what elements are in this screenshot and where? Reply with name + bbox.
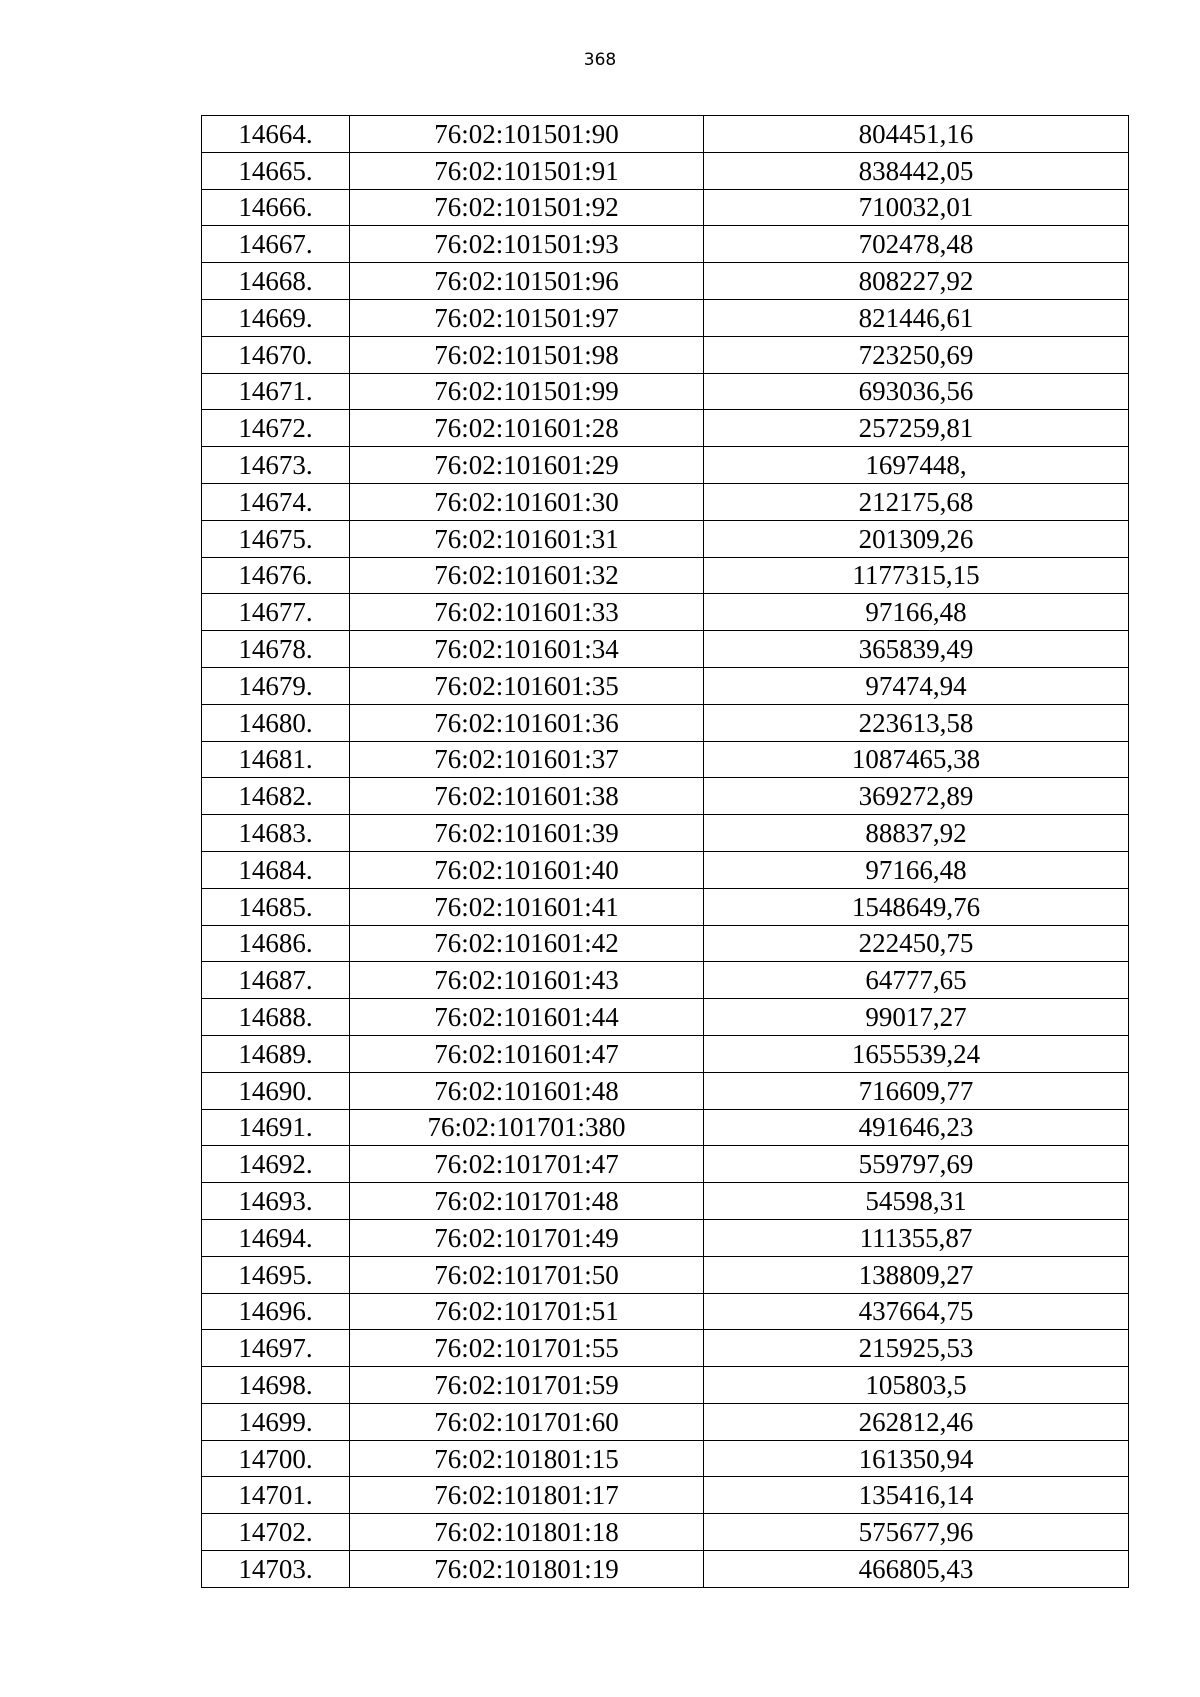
table-row (202, 1403, 1129, 1440)
cadastral-value-cell: 716609,77 (704, 1072, 1129, 1109)
cadastral-number-cell: 76:02:101601:38 (350, 778, 704, 815)
cadastral-number-cell: 76:02:101801:17 (350, 1477, 704, 1514)
cadastral-value-cell: 161350,94 (704, 1440, 1129, 1477)
cadastral-value-cell: 88837,92 (704, 815, 1129, 852)
cadastral-value-cell: 723250,69 (704, 336, 1129, 373)
row-number-cell: 14695. (202, 1256, 350, 1293)
row-number-cell: 14696. (202, 1293, 350, 1330)
cadastral-value-cell: 1177315,15 (704, 557, 1129, 594)
cadastral-value-cell: 1087465,38 (704, 741, 1129, 778)
row-number-cell: 14684. (202, 851, 350, 888)
cadastral-number-cell: 76:02:101701:47 (350, 1146, 704, 1183)
row-number-cell: 14679. (202, 667, 350, 704)
cadastral-value-cell: 491646,23 (704, 1109, 1129, 1146)
cadastral-value-cell: 710032,01 (704, 189, 1129, 226)
cadastral-number-cell: 76:02:101601:39 (350, 815, 704, 852)
row-number-cell: 14681. (202, 741, 350, 778)
cadastral-number-cell: 76:02:101501:92 (350, 189, 704, 226)
cadastral-number-cell: 76:02:101601:34 (350, 631, 704, 668)
table-row (202, 336, 1129, 373)
cadastral-number-cell: 76:02:101601:29 (350, 447, 704, 484)
row-number-cell: 14677. (202, 594, 350, 631)
cadastral-number-cell: 76:02:101501:93 (350, 226, 704, 263)
row-number-cell: 14668. (202, 263, 350, 300)
table-row (202, 1440, 1129, 1477)
table-row (202, 1477, 1129, 1514)
cadastral-number-cell: 76:02:101701:59 (350, 1367, 704, 1404)
row-number-cell: 14683. (202, 815, 350, 852)
table-row (202, 1551, 1129, 1588)
row-number-cell: 14698. (202, 1367, 350, 1404)
cadastral-number-cell: 76:02:101601:33 (350, 594, 704, 631)
cadastral-number-cell: 76:02:101601:35 (350, 667, 704, 704)
cadastral-number-cell: 76:02:101601:47 (350, 1035, 704, 1072)
table-row (202, 962, 1129, 999)
row-number-cell: 14675. (202, 520, 350, 557)
row-number-cell: 14694. (202, 1219, 350, 1256)
table-row (202, 299, 1129, 336)
table-row (202, 1035, 1129, 1072)
cadastral-value-cell: 821446,61 (704, 299, 1129, 336)
cadastral-value-cell: 262812,46 (704, 1403, 1129, 1440)
row-number-cell: 14685. (202, 888, 350, 925)
row-number-cell: 14664. (202, 116, 350, 153)
row-number-cell: 14682. (202, 778, 350, 815)
cadastral-value-cell: 97166,48 (704, 851, 1129, 888)
cadastral-number-cell: 76:02:101601:42 (350, 925, 704, 962)
cadastral-value-cell: 257259,81 (704, 410, 1129, 447)
cadastral-number-cell: 76:02:101701:49 (350, 1219, 704, 1256)
cadastral-number-cell: 76:02:101601:43 (350, 962, 704, 999)
cadastral-value-cell: 135416,14 (704, 1477, 1129, 1514)
table-row (202, 704, 1129, 741)
table-row (202, 925, 1129, 962)
cadastral-value-cell: 369272,89 (704, 778, 1129, 815)
row-number-cell: 14692. (202, 1146, 350, 1183)
row-number-cell: 14672. (202, 410, 350, 447)
table-row (202, 815, 1129, 852)
cadastral-number-cell: 76:02:101601:37 (350, 741, 704, 778)
table-row (202, 741, 1129, 778)
table-row (202, 1183, 1129, 1220)
cadastral-number-cell: 76:02:101701:48 (350, 1183, 704, 1220)
cadastral-value-cell: 1655539,24 (704, 1035, 1129, 1072)
row-number-cell: 14676. (202, 557, 350, 594)
cadastral-value-cell: 138809,27 (704, 1256, 1129, 1293)
cadastral-value-cell: 64777,65 (704, 962, 1129, 999)
cadastral-number-cell: 76:02:101601:48 (350, 1072, 704, 1109)
row-number-cell: 14667. (202, 226, 350, 263)
cadastral-number-cell: 76:02:101801:15 (350, 1440, 704, 1477)
cadastral-value-cell: 97474,94 (704, 667, 1129, 704)
row-number-cell: 14666. (202, 189, 350, 226)
cadastral-value-cell: 575677,96 (704, 1514, 1129, 1551)
table-row (202, 263, 1129, 300)
row-number-cell: 14688. (202, 999, 350, 1036)
page-number: 368 (583, 50, 617, 70)
table-row (202, 1293, 1129, 1330)
row-number-cell: 14680. (202, 704, 350, 741)
cadastral-number-cell: 76:02:101501:99 (350, 373, 704, 410)
table-row (202, 1219, 1129, 1256)
cadastral-number-cell: 76:02:101601:36 (350, 704, 704, 741)
row-number-cell: 14700. (202, 1440, 350, 1477)
cadastral-number-cell: 76:02:101601:31 (350, 520, 704, 557)
table-row (202, 373, 1129, 410)
table-row (202, 1256, 1129, 1293)
cadastral-value-cell: 466805,43 (704, 1551, 1129, 1588)
cadastral-number-cell: 76:02:101501:97 (350, 299, 704, 336)
table-row (202, 1109, 1129, 1146)
cadastral-value-table (201, 115, 1129, 1588)
cadastral-value-cell: 1697448, (704, 447, 1129, 484)
table-row (202, 410, 1129, 447)
table-row (202, 447, 1129, 484)
cadastral-number-cell: 76:02:101501:90 (350, 116, 704, 153)
table-row (202, 116, 1129, 153)
table-row (202, 520, 1129, 557)
table-row (202, 1146, 1129, 1183)
table-row (202, 152, 1129, 189)
cadastral-number-cell: 76:02:101601:44 (350, 999, 704, 1036)
cadastral-value-cell: 212175,68 (704, 483, 1129, 520)
cadastral-value-cell: 99017,27 (704, 999, 1129, 1036)
cadastral-value-cell: 215925,53 (704, 1330, 1129, 1367)
cadastral-value-cell: 702478,48 (704, 226, 1129, 263)
table-row (202, 778, 1129, 815)
cadastral-number-cell: 76:02:101601:30 (350, 483, 704, 520)
cadastral-number-cell: 76:02:101501:91 (350, 152, 704, 189)
cadastral-number-cell: 76:02:101701:50 (350, 1256, 704, 1293)
row-number-cell: 14671. (202, 373, 350, 410)
cadastral-value-cell: 804451,16 (704, 116, 1129, 153)
table-row (202, 667, 1129, 704)
cadastral-value-cell: 365839,49 (704, 631, 1129, 668)
row-number-cell: 14665. (202, 152, 350, 189)
cadastral-number-cell: 76:02:101601:40 (350, 851, 704, 888)
cadastral-value-cell: 54598,31 (704, 1183, 1129, 1220)
cadastral-value-cell: 223613,58 (704, 704, 1129, 741)
table-row (202, 189, 1129, 226)
cadastral-number-cell: 76:02:101601:41 (350, 888, 704, 925)
row-number-cell: 14691. (202, 1109, 350, 1146)
cadastral-value-cell: 97166,48 (704, 594, 1129, 631)
cadastral-number-cell: 76:02:101601:32 (350, 557, 704, 594)
row-number-cell: 14678. (202, 631, 350, 668)
row-number-cell: 14669. (202, 299, 350, 336)
table-row (202, 557, 1129, 594)
row-number-cell: 14697. (202, 1330, 350, 1367)
table-row (202, 888, 1129, 925)
row-number-cell: 14689. (202, 1035, 350, 1072)
table-row (202, 1514, 1129, 1551)
cadastral-value-cell: 105803,5 (704, 1367, 1129, 1404)
row-number-cell: 14674. (202, 483, 350, 520)
row-number-cell: 14702. (202, 1514, 350, 1551)
table-row (202, 851, 1129, 888)
cadastral-number-cell: 76:02:101501:98 (350, 336, 704, 373)
cadastral-number-cell: 76:02:101801:19 (350, 1551, 704, 1588)
table-row (202, 483, 1129, 520)
row-number-cell: 14670. (202, 336, 350, 373)
cadastral-value-cell: 201309,26 (704, 520, 1129, 557)
table-row (202, 594, 1129, 631)
cadastral-value-cell: 1548649,76 (704, 888, 1129, 925)
row-number-cell: 14701. (202, 1477, 350, 1514)
cadastral-value-cell: 222450,75 (704, 925, 1129, 962)
cadastral-number-cell: 76:02:101501:96 (350, 263, 704, 300)
table-row (202, 631, 1129, 668)
cadastral-number-cell: 76:02:101801:18 (350, 1514, 704, 1551)
table-row (202, 999, 1129, 1036)
row-number-cell: 14687. (202, 962, 350, 999)
table-row (202, 1330, 1129, 1367)
cadastral-value-cell: 559797,69 (704, 1146, 1129, 1183)
row-number-cell: 14690. (202, 1072, 350, 1109)
row-number-cell: 14686. (202, 925, 350, 962)
cadastral-value-cell: 838442,05 (704, 152, 1129, 189)
cadastral-number-cell: 76:02:101701:51 (350, 1293, 704, 1330)
row-number-cell: 14673. (202, 447, 350, 484)
cadastral-value-cell: 693036,56 (704, 373, 1129, 410)
cadastral-value-cell: 808227,92 (704, 263, 1129, 300)
cadastral-number-cell: 76:02:101701:60 (350, 1403, 704, 1440)
table-row (202, 226, 1129, 263)
table-row (202, 1367, 1129, 1404)
table-body (202, 116, 1129, 1588)
cadastral-number-cell: 76:02:101701:380 (350, 1109, 704, 1146)
cadastral-value-cell: 437664,75 (704, 1293, 1129, 1330)
cadastral-number-cell: 76:02:101601:28 (350, 410, 704, 447)
row-number-cell: 14703. (202, 1551, 350, 1588)
cadastral-value-cell: 111355,87 (704, 1219, 1129, 1256)
row-number-cell: 14693. (202, 1183, 350, 1220)
table-row (202, 1072, 1129, 1109)
cadastral-number-cell: 76:02:101701:55 (350, 1330, 704, 1367)
row-number-cell: 14699. (202, 1403, 350, 1440)
